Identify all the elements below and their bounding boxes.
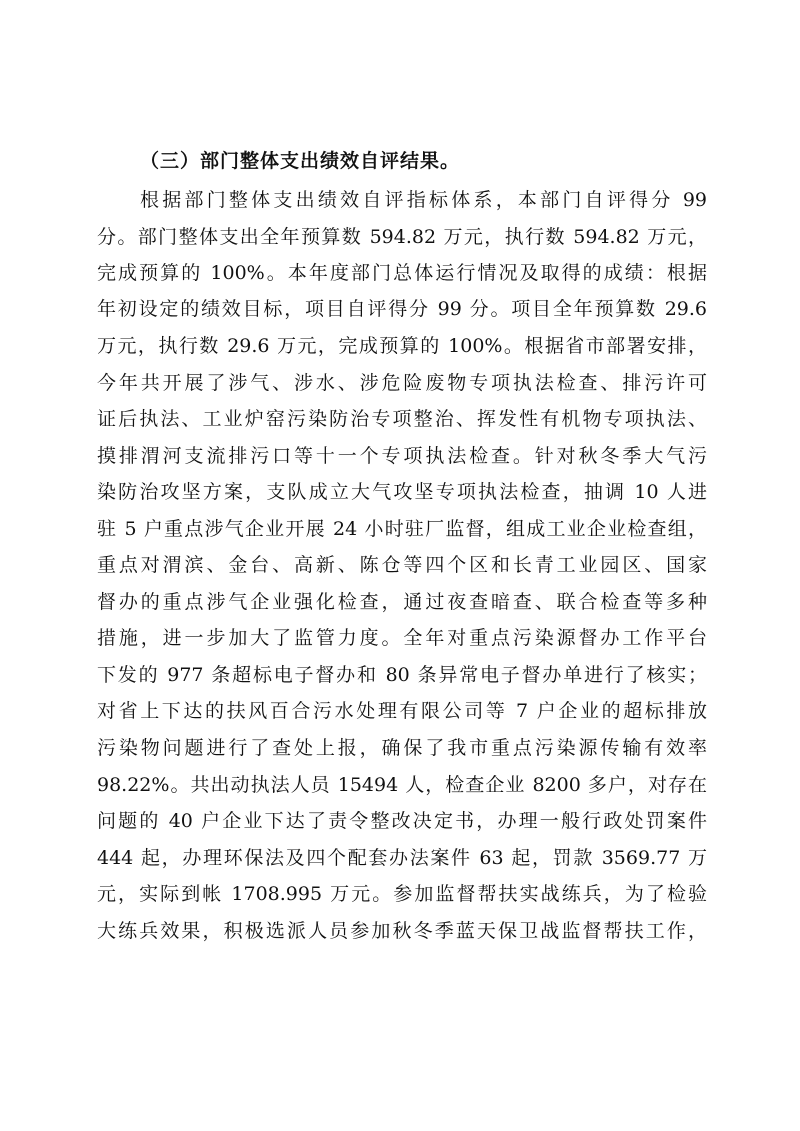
paragraph-line: 万元，执行数 29.6 万元，完成预算的 100%。根据省市部署安排， bbox=[97, 335, 707, 357]
paragraph-line: 督办的重点涉气企业强化检查，通过夜查暗查、联合检查等多种 bbox=[97, 591, 707, 613]
section-heading: （三）部门整体支出绩效自评结果。 bbox=[140, 150, 461, 172]
paragraph-line: 元，实际到帐 1708.995 万元。参加监督帮扶实战练兵，为了检验 bbox=[97, 883, 707, 905]
paragraph-line: 根据部门整体支出绩效自评指标体系，本部门自评得分 99 bbox=[140, 189, 707, 211]
paragraph-line: 98.22%。共出动执法人员 15494 人，检查企业 8200 多户，对存在 bbox=[97, 774, 707, 796]
paragraph-line: 证后执法、工业炉窑污染防治专项整治、挥发性有机物专项执法、 bbox=[97, 408, 707, 430]
paragraph-line: 重点对渭滨、金台、高新、陈仓等四个区和长青工业园区、国家 bbox=[97, 554, 707, 576]
paragraph-line: 对省上下达的扶风百合污水处理有限公司等 7 户企业的超标排放 bbox=[97, 700, 707, 722]
paragraph-line: 染防治攻坚方案，支队成立大气攻坚专项执法检查，抽调 10 人进 bbox=[97, 481, 707, 503]
paragraph-line: 分。部门整体支出全年预算数 594.82 万元，执行数 594.82 万元， bbox=[97, 226, 707, 248]
paragraph-line: 今年共开展了涉气、涉水、涉危险废物专项执法检查、排污许可 bbox=[97, 372, 707, 394]
paragraph-line: 驻 5 户重点涉气企业开展 24 小时驻厂监督，组成工业企业检查组， bbox=[97, 518, 707, 540]
paragraph-line: 措施，进一步加大了监管力度。全年对重点污染源督办工作平台 bbox=[97, 627, 707, 649]
paragraph-line: 年初设定的绩效目标，项目自评得分 99 分。项目全年预算数 29.6 bbox=[97, 298, 707, 320]
paragraph-line: 444 起，办理环保法及四个配套办法案件 63 起，罚款 3569.77 万 bbox=[97, 847, 707, 869]
paragraph-line: 问题的 40 户企业下达了责令整改决定书，办理一般行政处罚案件 bbox=[97, 810, 707, 832]
paragraph-line: 下发的 977 条超标电子督办和 80 条异常电子督办单进行了核实； bbox=[97, 664, 707, 686]
paragraph-line: 完成预算的 100%。本年度部门总体运行情况及取得的成绩：根据 bbox=[97, 262, 707, 284]
paragraph-line: 污染物问题进行了查处上报，确保了我市重点污染源传输有效率 bbox=[97, 737, 707, 759]
paragraph-line: 大练兵效果，积极选派人员参加秋冬季蓝天保卫战监督帮扶工作， bbox=[97, 920, 707, 942]
paragraph-line: 摸排渭河支流排污口等十一个专项执法检查。针对秋冬季大气污 bbox=[97, 445, 707, 467]
